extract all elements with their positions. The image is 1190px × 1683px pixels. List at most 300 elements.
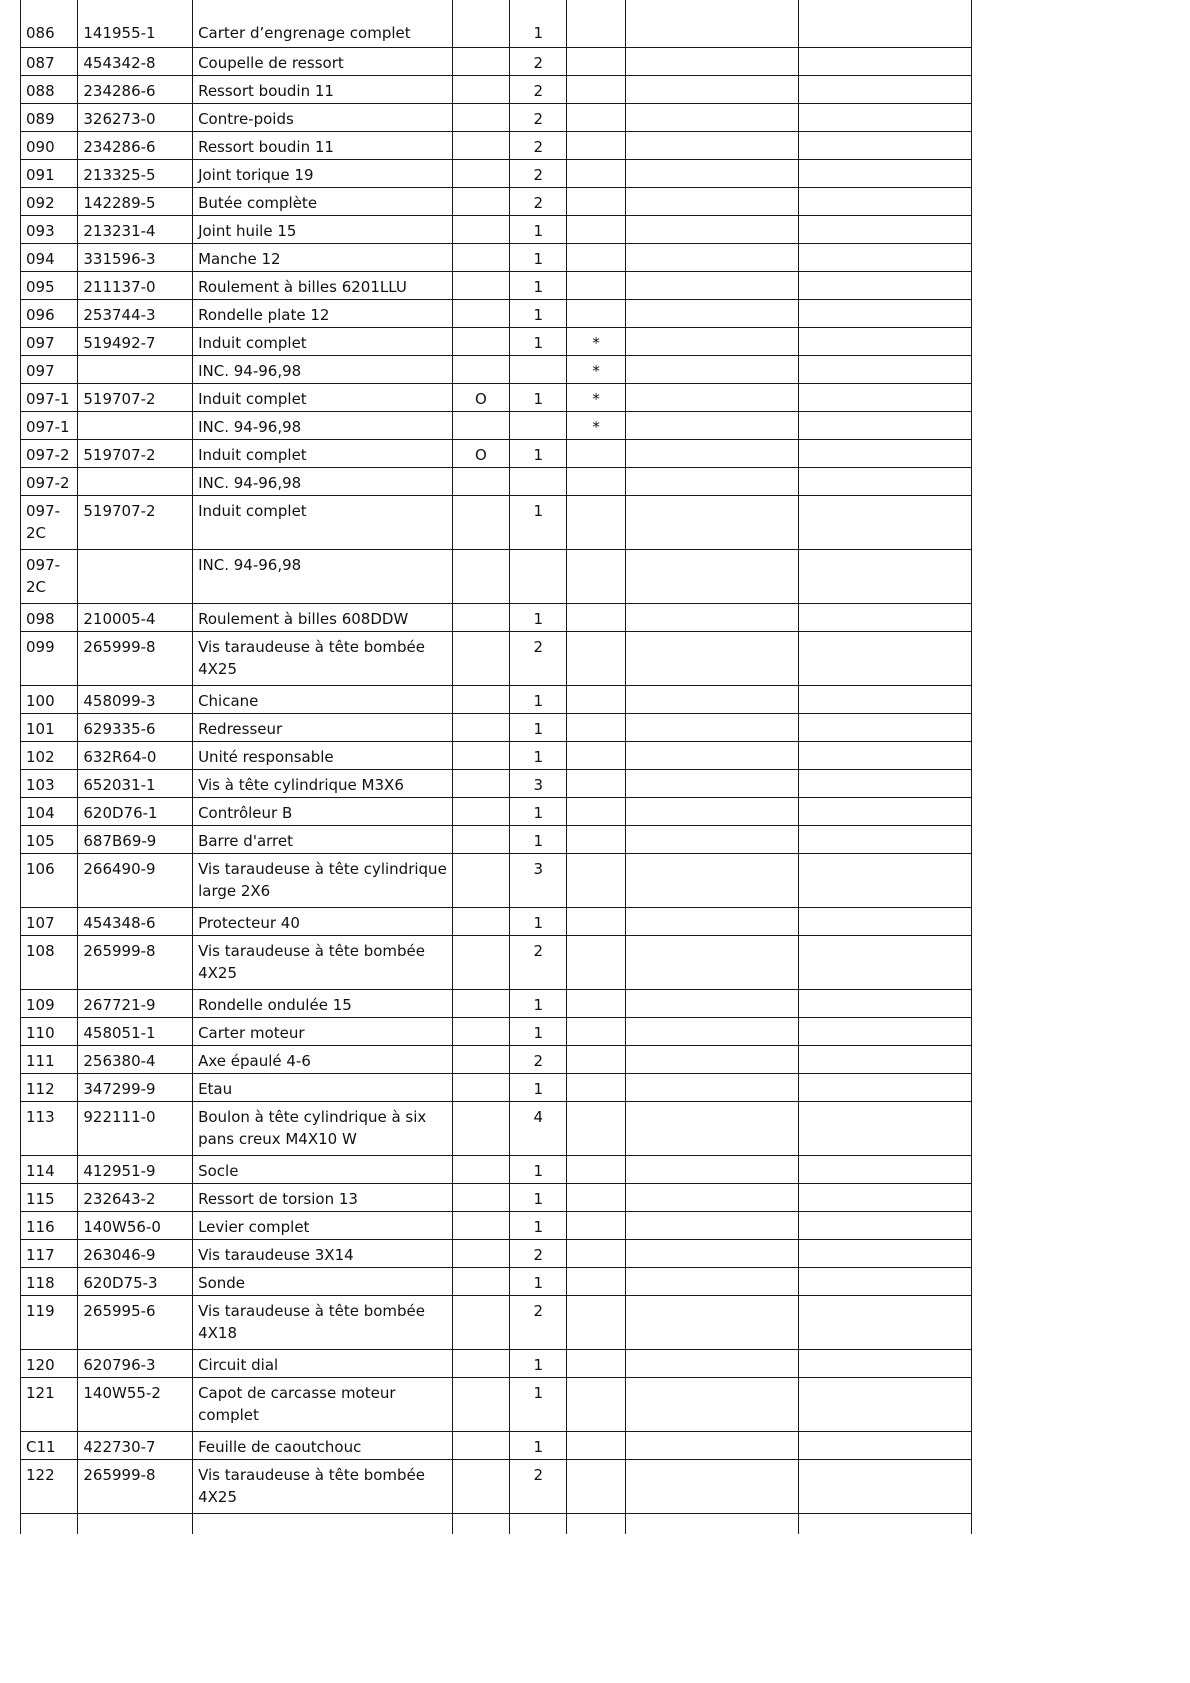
part-number-cell [78,355,193,383]
table-row [21,1349,972,1377]
blank-cell [798,383,971,411]
parts-table-body [21,0,972,1534]
ref-no-cell: 108 [21,935,78,989]
part-number-cell: 267721-9 [78,989,193,1017]
part-number-cell [78,1513,193,1534]
ref-no-cell: 102 [21,741,78,769]
description-cell: Rondelle plate 12 [193,299,453,327]
part-number-cell: 141955-1 [78,0,193,47]
mark-cell [567,825,625,853]
part-number-cell: 422730-7 [78,1431,193,1459]
ref-no-cell: 094 [21,243,78,271]
quantity-cell: 1 [510,741,567,769]
part-number-cell [78,411,193,439]
table-row [21,103,972,131]
description-cell: Socle [193,1155,453,1183]
note-cell [452,131,509,159]
quantity-cell: 1 [510,797,567,825]
part-number-cell: 347299-9 [78,1073,193,1101]
ref-no-cell: 118 [21,1267,78,1295]
ref-no-cell: 097-2 [21,439,78,467]
table-row [21,603,972,631]
note-cell [452,853,509,907]
quantity-cell: 1 [510,243,567,271]
table-row [21,411,972,439]
ref-no-cell: 092 [21,187,78,215]
part-number-cell: 620796-3 [78,1349,193,1377]
blank-cell [798,1267,971,1295]
table-row [21,549,972,603]
description-cell: Carter moteur [193,1017,453,1045]
note-cell [452,1155,509,1183]
quantity-cell: 1 [510,713,567,741]
ref-no-cell: 097-2C [21,549,78,603]
note-cell [452,907,509,935]
note-cell [452,1513,509,1534]
ref-no-cell: 122 [21,1459,78,1513]
note-cell [452,1431,509,1459]
note-cell [452,495,509,549]
blank-cell [798,47,971,75]
note-cell [452,1377,509,1431]
mark-cell [567,1349,625,1377]
table-row [21,713,972,741]
quantity-cell: 2 [510,75,567,103]
table-row [21,1155,972,1183]
quantity-cell [510,411,567,439]
blank-cell [798,935,971,989]
note-cell [452,467,509,495]
table-row [21,685,972,713]
blank-cell [625,0,798,47]
part-number-cell: 234286-6 [78,75,193,103]
blank-cell [625,467,798,495]
note-cell [452,1211,509,1239]
ref-no-cell: 093 [21,215,78,243]
description-cell: Induit complet [193,495,453,549]
note-cell: O [452,439,509,467]
blank-cell [625,243,798,271]
description-cell: Barre d'arret [193,825,453,853]
quantity-cell: 2 [510,631,567,685]
table-row [21,1377,972,1431]
blank-cell [798,1349,971,1377]
note-cell [452,989,509,1017]
note-cell [452,299,509,327]
table-row [21,383,972,411]
blank-cell [798,1513,971,1534]
part-number-cell: 265995-6 [78,1295,193,1349]
ref-no-cell: 106 [21,853,78,907]
description-cell: Protecteur 40 [193,907,453,935]
part-number-cell: 210005-4 [78,603,193,631]
quantity-cell: 1 [510,1349,567,1377]
blank-cell [625,299,798,327]
description-cell: Roulement à billes 6201LLU [193,271,453,299]
quantity-cell: 3 [510,853,567,907]
blank-cell [625,1267,798,1295]
description-cell: Vis taraudeuse à tête bombée 4X25 [193,1459,453,1513]
table-row [21,215,972,243]
part-number-cell: 519707-2 [78,383,193,411]
mark-cell [567,685,625,713]
ref-no-cell: C11 [21,1431,78,1459]
ref-no-cell: 087 [21,47,78,75]
note-cell [452,1017,509,1045]
mark-cell [567,439,625,467]
mark-cell [567,1045,625,1073]
quantity-cell: 1 [510,1183,567,1211]
mark-cell [567,0,625,47]
blank-cell [625,1073,798,1101]
part-number-cell: 922111-0 [78,1101,193,1155]
description-cell: INC. 94-96,98 [193,411,453,439]
mark-cell [567,1211,625,1239]
description-cell: Joint torique 19 [193,159,453,187]
note-cell [452,187,509,215]
mark-cell [567,103,625,131]
blank-cell [625,907,798,935]
blank-cell [798,989,971,1017]
description-cell: Vis taraudeuse à tête bombée 4X25 [193,935,453,989]
table-row [21,495,972,549]
table-row [21,271,972,299]
blank-cell [625,1101,798,1155]
ref-no-cell: 100 [21,685,78,713]
description-cell: Vis taraudeuse à tête bombée 4X18 [193,1295,453,1349]
mark-cell: * [567,383,625,411]
table-row [21,1183,972,1211]
part-number-cell: 620D76-1 [78,797,193,825]
description-cell: Circuit dial [193,1349,453,1377]
quantity-cell [510,467,567,495]
description-cell: Ressort boudin 11 [193,75,453,103]
ref-no-cell: 120 [21,1349,78,1377]
blank-cell [798,741,971,769]
blank-cell [798,713,971,741]
blank-cell [798,327,971,355]
ref-no-cell: 086 [21,0,78,47]
ref-no-cell: 097-1 [21,411,78,439]
note-cell [452,549,509,603]
description-cell: Rondelle ondulée 15 [193,989,453,1017]
ref-no-cell: 099 [21,631,78,685]
note-cell [452,741,509,769]
mark-cell [567,631,625,685]
part-number-cell: 519707-2 [78,495,193,549]
note-cell [452,243,509,271]
table-row [21,327,972,355]
part-number-cell: 620D75-3 [78,1267,193,1295]
mark-cell: * [567,327,625,355]
part-number-cell: 519707-2 [78,439,193,467]
blank-cell [798,355,971,383]
mark-cell [567,741,625,769]
part-number-cell: 211137-0 [78,271,193,299]
part-number-cell [78,467,193,495]
quantity-cell: 1 [510,989,567,1017]
quantity-cell: 3 [510,769,567,797]
blank-cell [625,131,798,159]
mark-cell [567,467,625,495]
ref-no-cell: 107 [21,907,78,935]
note-cell [452,47,509,75]
blank-cell [625,383,798,411]
note-cell [452,271,509,299]
description-cell: Ressort de torsion 13 [193,1183,453,1211]
mark-cell [567,1431,625,1459]
table-row [21,187,972,215]
blank-cell [798,495,971,549]
table-row [21,131,972,159]
blank-cell [625,75,798,103]
blank-cell [625,685,798,713]
part-number-cell: 140W55-2 [78,1377,193,1431]
description-cell: Butée complète [193,187,453,215]
mark-cell [567,1513,625,1534]
mark-cell [567,1155,625,1183]
part-number-cell: 652031-1 [78,769,193,797]
quantity-cell: 2 [510,159,567,187]
blank-cell [798,159,971,187]
mark-cell [567,159,625,187]
blank-cell [625,439,798,467]
description-cell: INC. 94-96,98 [193,549,453,603]
quantity-cell: 1 [510,1377,567,1431]
blank-cell [625,271,798,299]
blank-cell [625,1239,798,1267]
part-number-cell: 632R64-0 [78,741,193,769]
mark-cell [567,935,625,989]
note-cell [452,75,509,103]
part-number-cell: 519492-7 [78,327,193,355]
table-row [21,1045,972,1073]
quantity-cell: 1 [510,383,567,411]
part-number-cell [78,549,193,603]
part-number-cell: 412951-9 [78,1155,193,1183]
ref-no-cell: 095 [21,271,78,299]
quantity-cell: 1 [510,1267,567,1295]
blank-cell [798,549,971,603]
blank-cell [798,853,971,907]
note-cell [452,1459,509,1513]
quantity-cell: 2 [510,1459,567,1513]
ref-no-cell: 112 [21,1073,78,1101]
mark-cell [567,769,625,797]
quantity-cell: 1 [510,1073,567,1101]
description-cell: Capot de carcasse moteur complet [193,1377,453,1431]
table-row [21,853,972,907]
quantity-cell [510,1513,567,1534]
quantity-cell: 1 [510,327,567,355]
blank-cell [798,215,971,243]
quantity-cell: 1 [510,1017,567,1045]
part-number-cell: 458099-3 [78,685,193,713]
ref-no-cell: 116 [21,1211,78,1239]
description-cell [193,1513,453,1534]
table-row [21,159,972,187]
description-cell: Unité responsable [193,741,453,769]
table-row [21,1295,972,1349]
ref-no-cell: 097 [21,355,78,383]
mark-cell [567,713,625,741]
description-cell: Contre-poids [193,103,453,131]
blank-cell [625,741,798,769]
parts-list-page [20,0,972,1534]
part-number-cell: 263046-9 [78,1239,193,1267]
note-cell [452,1295,509,1349]
table-row [21,0,972,47]
mark-cell [567,187,625,215]
note-cell [452,327,509,355]
description-cell: Joint huile 15 [193,215,453,243]
table-row [21,631,972,685]
quantity-cell: 1 [510,0,567,47]
blank-cell [798,1183,971,1211]
blank-cell [625,797,798,825]
part-number-cell: 266490-9 [78,853,193,907]
mark-cell [567,47,625,75]
quantity-cell: 1 [510,825,567,853]
quantity-cell: 1 [510,495,567,549]
table-row [21,47,972,75]
blank-cell [625,159,798,187]
part-number-cell: 331596-3 [78,243,193,271]
blank-cell [625,603,798,631]
table-row [21,75,972,103]
mark-cell [567,75,625,103]
table-row [21,935,972,989]
quantity-cell: 2 [510,103,567,131]
table-row [21,769,972,797]
table-row [21,1211,972,1239]
ref-no-cell: 110 [21,1017,78,1045]
blank-cell [798,825,971,853]
note-cell [452,769,509,797]
blank-cell [625,935,798,989]
note-cell [452,825,509,853]
blank-cell [798,685,971,713]
blank-cell [625,1459,798,1513]
quantity-cell: 2 [510,1295,567,1349]
ref-no-cell: 111 [21,1045,78,1073]
blank-cell [798,603,971,631]
description-cell: Redresseur [193,713,453,741]
table-row [21,1101,972,1155]
blank-cell [625,1155,798,1183]
description-cell: Contrôleur B [193,797,453,825]
description-cell: Carter d’engrenage complet [193,0,453,47]
table-row [21,1459,972,1513]
blank-cell [625,631,798,685]
quantity-cell: 1 [510,215,567,243]
quantity-cell: 1 [510,603,567,631]
note-cell [452,1101,509,1155]
blank-cell [625,1211,798,1239]
blank-cell [625,1183,798,1211]
table-row [21,825,972,853]
quantity-cell: 1 [510,685,567,713]
note-cell [452,685,509,713]
note-cell [452,935,509,989]
description-cell: Chicane [193,685,453,713]
part-number-cell: 142289-5 [78,187,193,215]
ref-no-cell: 103 [21,769,78,797]
table-row [21,989,972,1017]
mark-cell [567,1101,625,1155]
blank-cell [625,187,798,215]
quantity-cell: 1 [510,1431,567,1459]
description-cell: Levier complet [193,1211,453,1239]
part-number-cell: 454348-6 [78,907,193,935]
note-cell [452,411,509,439]
description-cell: Induit complet [193,439,453,467]
mark-cell [567,603,625,631]
quantity-cell [510,549,567,603]
mark-cell [567,131,625,159]
mark-cell [567,271,625,299]
note-cell [452,1073,509,1101]
table-row [21,1431,972,1459]
parts-table [20,0,972,1534]
table-row [21,1017,972,1045]
note-cell [452,631,509,685]
table-row [21,439,972,467]
table-row [21,299,972,327]
blank-cell [625,1349,798,1377]
part-number-cell: 253744-3 [78,299,193,327]
ref-no-cell: 115 [21,1183,78,1211]
blank-cell [625,1513,798,1534]
mark-cell [567,797,625,825]
note-cell [452,1349,509,1377]
part-number-cell: 265999-8 [78,631,193,685]
ref-no-cell: 096 [21,299,78,327]
ref-no-cell: 091 [21,159,78,187]
part-number-cell: 232643-2 [78,1183,193,1211]
mark-cell [567,1295,625,1349]
quantity-cell: 2 [510,131,567,159]
ref-no-cell: 090 [21,131,78,159]
blank-cell [798,299,971,327]
blank-cell [798,439,971,467]
table-row [21,355,972,383]
ref-no-cell: 089 [21,103,78,131]
blank-cell [798,0,971,47]
table-row [21,741,972,769]
table-row [21,467,972,495]
mark-cell: * [567,411,625,439]
note-cell [452,797,509,825]
table-row [21,797,972,825]
part-number-cell: 458051-1 [78,1017,193,1045]
quantity-cell: 2 [510,187,567,215]
description-cell: Induit complet [193,327,453,355]
ref-no-cell: 104 [21,797,78,825]
blank-cell [798,1295,971,1349]
ref-no-cell: 098 [21,603,78,631]
blank-cell [798,1239,971,1267]
description-cell: Coupelle de ressort [193,47,453,75]
blank-cell [798,797,971,825]
mark-cell [567,1239,625,1267]
mark-cell [567,1267,625,1295]
blank-cell [625,853,798,907]
blank-cell [798,467,971,495]
mark-cell [567,215,625,243]
ref-no-cell: 121 [21,1377,78,1431]
quantity-cell: 1 [510,271,567,299]
